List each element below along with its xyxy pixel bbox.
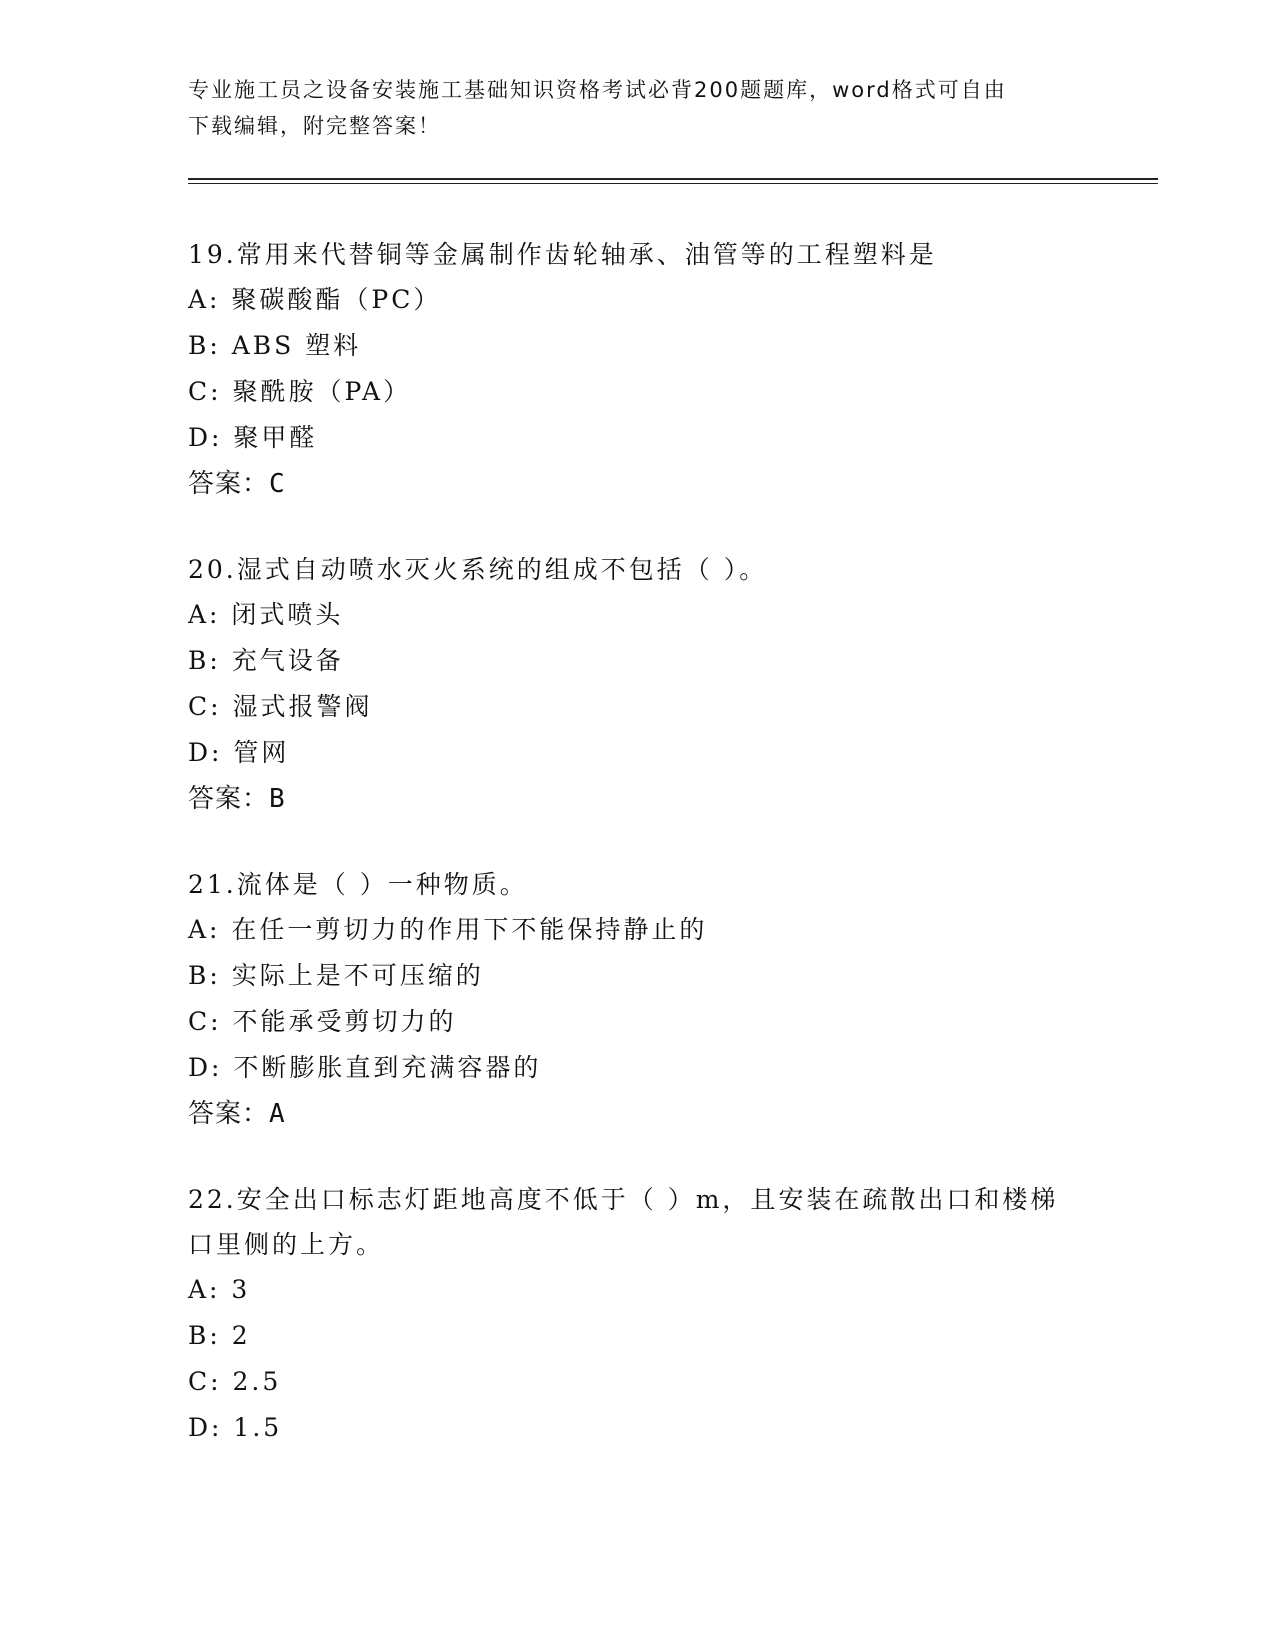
question-21 bbox=[188, 862, 1088, 1137]
option-d: D: 聚甲醛 bbox=[188, 423, 318, 452]
option-a: A: 闭式喷头 bbox=[188, 600, 344, 629]
option-a: A: 聚碳酸酯（PC） bbox=[188, 285, 442, 314]
answer-label: 答案： bbox=[188, 784, 270, 814]
answer-line bbox=[188, 461, 1088, 507]
header-line-2: 下载编辑，附完整答案！ bbox=[188, 114, 441, 138]
option-a: A: 在任一剪切力的作用下不能保持静止的 bbox=[188, 915, 708, 944]
answer-value: C bbox=[269, 469, 286, 499]
document-header bbox=[188, 72, 1088, 144]
option-c: C: 2.5 bbox=[188, 1367, 282, 1396]
option-c: C: 不能承受剪切力的 bbox=[188, 1007, 457, 1036]
header-line-1: 专业施工员之设备安装施工基础知识资格考试必背200题题库，word格式可自由 bbox=[188, 78, 1007, 102]
option-d: D: 1.5 bbox=[188, 1413, 283, 1442]
answer-label: 答案： bbox=[188, 1099, 270, 1129]
option-c: C: 湿式报警阀 bbox=[188, 692, 373, 721]
answer-line bbox=[188, 1091, 1088, 1137]
question-19 bbox=[188, 232, 1088, 507]
question-text: 19.常用来代替铜等金属制作齿轮轴承、油管等的工程塑料是 bbox=[188, 240, 937, 269]
question-20 bbox=[188, 547, 1088, 822]
answer-label: 答案： bbox=[188, 469, 270, 499]
option-d: D: 管网 bbox=[188, 738, 290, 767]
header-divider-thin bbox=[188, 183, 1158, 184]
option-b: B: ABS 塑料 bbox=[188, 331, 362, 360]
question-text: 20.湿式自动喷水灭火系统的组成不包括（ ）。 bbox=[188, 555, 768, 584]
option-a: A: 3 bbox=[188, 1275, 251, 1304]
option-b: B: 2 bbox=[188, 1321, 251, 1350]
question-text: 21.流体是（ ）一种物质。 bbox=[188, 870, 528, 899]
question-text-line-2: 口里侧的上方。 bbox=[188, 1230, 385, 1259]
option-b: B: 实际上是不可压缩的 bbox=[188, 961, 484, 990]
answer-value: B bbox=[269, 784, 286, 814]
option-d: D: 不断膨胀直到充满容器的 bbox=[188, 1053, 542, 1082]
answer-line bbox=[188, 776, 1088, 822]
header-divider-thick bbox=[188, 178, 1158, 180]
question-text-line-1: 22.安全出口标志灯距地高度不低于（ ）m，且安装在疏散出口和楼梯 bbox=[188, 1185, 1059, 1214]
option-b: B: 充气设备 bbox=[188, 646, 344, 675]
answer-value: A bbox=[269, 1099, 286, 1129]
question-22 bbox=[188, 1177, 1088, 1451]
option-c: C: 聚酰胺（PA） bbox=[188, 377, 412, 406]
